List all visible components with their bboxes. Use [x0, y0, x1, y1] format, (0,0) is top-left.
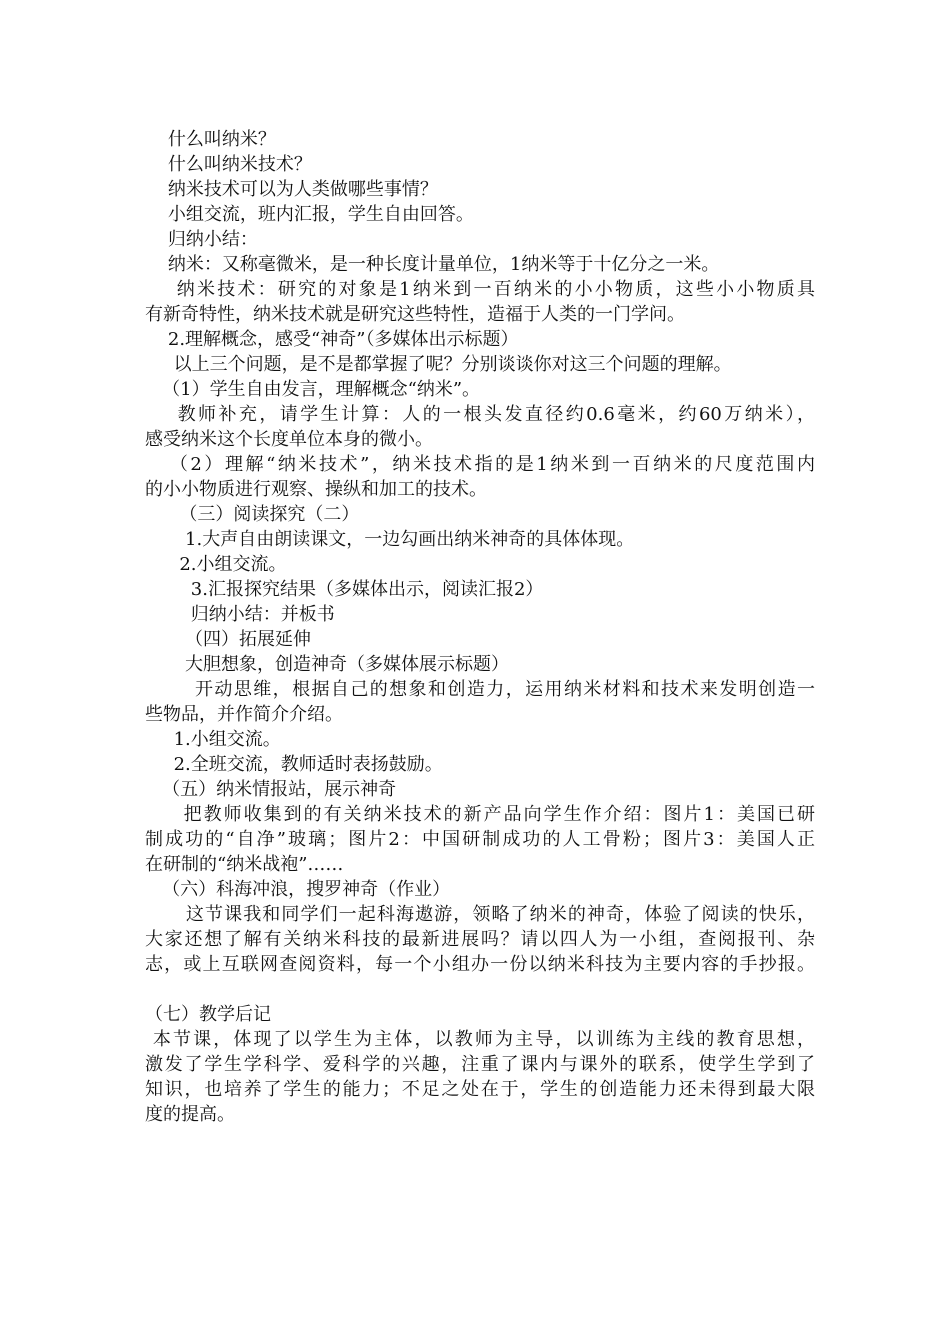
text-line: 纳米技术可以为人类做哪些事情？ [145, 179, 438, 200]
text-line: （六）科海冲浪，搜罗神奇（作业） [145, 879, 451, 900]
text-line: （五）纳米情报站，展示神奇 [145, 779, 397, 800]
text-line: （三）阅读探究（二） [145, 504, 360, 525]
text-line: 教师补充，请学生计算：人的一根头发直径约0.6毫米，约60万纳米）， [145, 404, 815, 425]
text-line: 些物品，并作简介介绍。 [145, 704, 343, 725]
text-line: 在研制的“纳米战袍”…… [145, 854, 344, 875]
text-line: 3.汇报探究结果（多媒体出示，阅读汇报2） [145, 579, 544, 600]
text-line: 制成功的“自净”玻璃；图片2：中国研制成功的人工骨粉；图片3：美国人正 [145, 829, 815, 850]
text-line: 大家还想了解有关纳米科技的最新进展吗？请以四人为一小组，查阅报刊、杂 [145, 929, 815, 950]
text-line: 2.理解概念，感受“神奇”（多媒体出示标题） [145, 329, 519, 350]
text-line: 志，或上互联网查阅资料，每一个小组办一份以纳米科技为主要内容的手抄报。 [145, 954, 815, 975]
text-line: 开动思维，根据自己的想象和创造力，运用纳米材料和技术来发明创造一 [145, 679, 815, 700]
text-line: 这节课我和同学们一起科海遨游，领略了纳米的神奇，体验了阅读的快乐， [145, 904, 815, 925]
text-line: 什么叫纳米？ [145, 129, 276, 150]
text-line: 小组交流，班内汇报，学生自由回答。 [145, 204, 474, 225]
text-line: 纳米：又称毫微米，是一种长度计量单位，1纳米等于十亿分之一米。 [145, 254, 720, 275]
text-line: （四）拓展延伸 [145, 629, 312, 650]
text-line: 归纳小结：并板书 [145, 604, 335, 625]
text-line: （2）理解“纳米技术”，纳米技术指的是1纳米到一百纳米的尺度范围内 [145, 454, 815, 475]
text-line: 大胆想象，创造神奇（多媒体展示标题） [145, 654, 510, 675]
text-line: 2.全班交流，教师适时表扬鼓励。 [145, 754, 443, 775]
text-line: 1.小组交流。 [145, 729, 281, 750]
text-line: 激发了学生学科学、爱科学的兴趣，注重了课内与课外的联系，使学生学到了 [145, 1054, 815, 1075]
text-line: 度的提高。 [145, 1104, 235, 1125]
text-line: 本节课，体现了以学生为主体，以教师为主导，以训练为主线的教育思想， [145, 1029, 815, 1050]
text-line: 的小小物质进行观察、操纵和加工的技术。 [145, 479, 487, 500]
text-line: （1）学生自由发言，理解概念“纳米”。 [145, 379, 481, 400]
text-line: 归纳小结： [145, 229, 258, 250]
text-line: 把教师收集到的有关纳米技术的新产品向学生作介绍：图片1：美国已研 [145, 804, 815, 825]
text-line: 感受纳米这个长度单位本身的微小。 [145, 429, 433, 450]
text-line: 以上三个问题，是不是都掌握了呢？分别谈谈你对这三个问题的理解。 [145, 354, 732, 375]
section-heading: （七）教学后记 [145, 1004, 271, 1025]
text-line: 2.小组交流。 [145, 554, 287, 575]
text-line: 什么叫纳米技术？ [145, 154, 312, 175]
text-line: 知识，也培养了学生的能力；不足之处在于，学生的创造能力还未得到最大限 [145, 1079, 815, 1100]
text-line: 纳米技术：研究的对象是1纳米到一百纳米的小小物质，这些小小物质具 [145, 279, 815, 300]
text-line: 1.大声自由朗读课文，一边勾画出纳米神奇的具体体现。 [145, 529, 635, 550]
text-line: 有新奇特性，纳米技术就是研究这些特性，造福于人类的一门学问。 [145, 304, 685, 325]
